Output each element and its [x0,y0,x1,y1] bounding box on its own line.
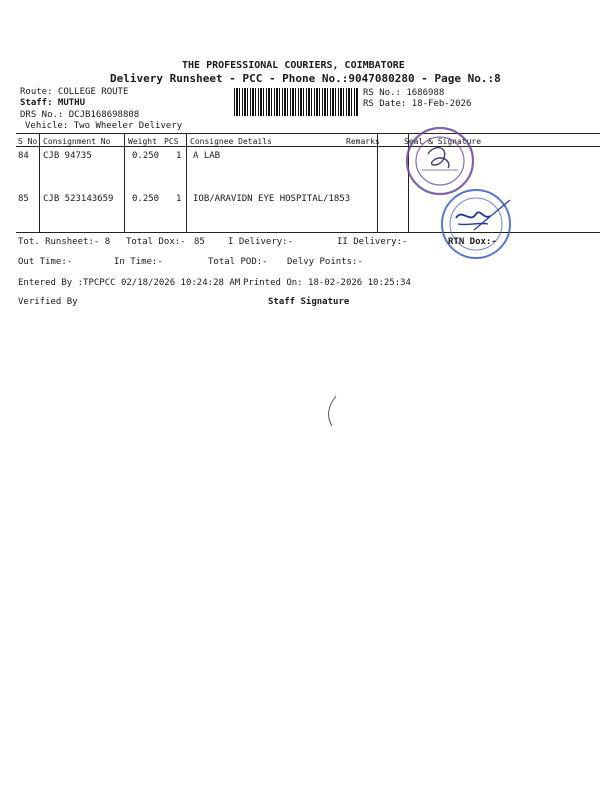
rs-date: RS Date: 18-Feb-2026 [363,99,472,109]
route-label: Route: COLLEGE ROUTE [20,87,129,97]
barcode [234,88,358,116]
row-84-consignment: CJB 94735 [43,151,92,161]
row-85-consignee: IOB/ARAVIDN EYE HOSPITAL/1853 [193,194,351,204]
row-84-consignee: A LAB [193,151,221,161]
row-85-pcs: 1 [176,194,182,204]
col-divider [124,133,125,232]
row-85-sno: 85 [18,194,29,204]
rs-number: RS No.: 1686988 [363,88,445,98]
delvy-points: Delvy Points:- [287,257,363,267]
ii-delivery: II Delivery:- [337,237,408,247]
header-pcs: PCS [164,137,179,146]
company-title: THE PROFESSIONAL COURIERS, COIMBATORE [182,60,405,71]
staff-label: Staff: MUTHU [20,98,86,108]
rtn-dox: RTN Dox:- [448,237,497,247]
vehicle-label: Vehicle: Two Wheeler Delivery [25,121,183,131]
col-divider [186,133,187,232]
drs-label: DRS No.: DCJB168698808 [20,110,140,120]
staff-signature: Staff Signature [268,297,350,307]
col-divider [39,133,40,232]
row-84-sno: 84 [18,151,29,161]
page-subtitle: Delivery Runsheet - PCC - Phone No.:9047080280 - Page No.:8 [110,72,501,85]
col-divider [377,133,378,232]
signature-stamp-icon [430,186,522,262]
i-delivery: I Delivery:- [228,237,294,247]
header-sno: S No [18,137,38,146]
table-top-border [16,133,600,134]
total-pod: Total POD:- [208,257,268,267]
total-dox-value: 85 [194,237,205,247]
header-remarks: Remarks [346,137,380,146]
in-time: In Time:- [114,257,163,267]
row-84-pcs: 1 [176,151,182,161]
total-runsheet: Tot. Runsheet:- 8 [18,237,111,247]
header-consignee: Consignee Details [190,137,272,146]
row-85-weight: 0.250 [132,194,160,204]
out-time: Out Time:- [18,257,73,267]
header-seal: Seal & Signature [404,137,482,146]
pen-mark-icon [322,394,342,430]
header-weight: Weight [128,137,157,146]
printed-on: Printed On: 18-02-2026 10:25:34 [243,278,411,288]
header-consignment: Consignment No [43,137,111,146]
total-dox-label: Total Dox:- [126,237,186,247]
row-85-consignment: CJB 523143659 [43,194,114,204]
row-84-weight: 0.250 [132,151,160,161]
entered-by: Entered By :TPCPCC 02/18/2026 10:24:28 AM [18,278,241,288]
verified-by: Verified By [18,297,78,307]
table-header-border [16,146,600,147]
